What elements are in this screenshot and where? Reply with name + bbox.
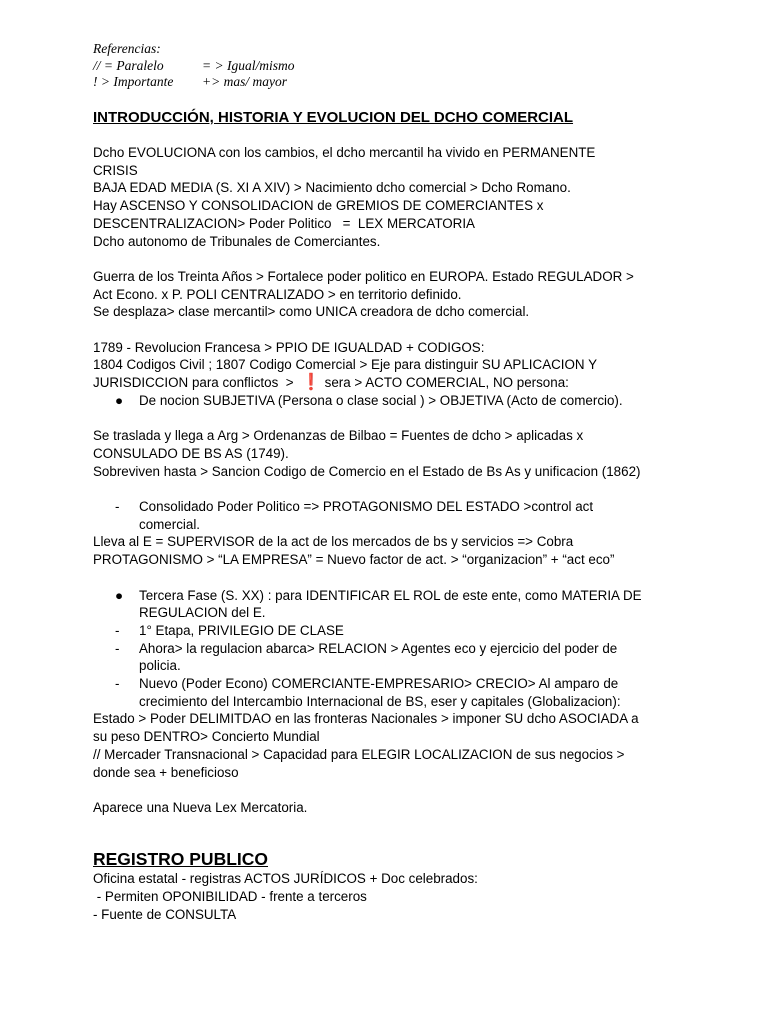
text-line: [93, 374, 683, 392]
text-line: Dcho autonomo de Tribunales de Comerciantes.: [93, 233, 381, 249]
paragraph-estado: [93, 498, 683, 569]
bullet-icon: ●: [115, 587, 124, 603]
bullet-item: [93, 587, 683, 622]
text-line: Act Econo. x P. POLI CENTRALIZADO > en territorio definido.: [93, 286, 462, 302]
text-line: Guerra de los Treinta Años > Fortalece poder politico en EUROPA. Estado REGULADOR >: [93, 268, 634, 284]
text-line: Tercera Fase (S. XX) : para IDENTIFICAR EL ROL de este ente, como MATERIA DE: [139, 587, 642, 603]
section-heading-introduccion: INTRODUCCIÓN, HISTORIA Y EVOLUCION DEL DCHO COMERCIAL: [93, 109, 574, 126]
text-line: Se traslada y llega a Arg > Ordenanzas de Bilbao = Fuentes de dcho > aplicadas x: [93, 428, 584, 444]
reference-row: [93, 58, 294, 75]
text-line: CONSULADO DE BS AS (1749).: [93, 445, 289, 461]
references-title: Referencias:: [93, 41, 161, 56]
text-line: Estado > Poder DELIMITDAO en las fronteras Nacionales > imponer SU dcho ASOCIADA a: [93, 711, 639, 727]
paragraph-globalizacion: [93, 710, 683, 781]
dash-marker: -: [115, 622, 120, 638]
dash-item: [93, 640, 683, 675]
text-line: 1789 - Revolucion Francesa > PPIO DE IGUALDAD + CODIGOS:: [93, 339, 485, 355]
dash-marker: -: [115, 676, 120, 692]
text-line: 1804 Codigos Civil ; 1807 Codigo Comercial > Eje para distinguir SU APLICACION Y: [93, 357, 598, 373]
text-line: Oficina estatal - registras ACTOS JURÍDICOS + Doc celebrados:: [93, 871, 478, 887]
section-heading-registro: REGISTRO PUBLICO: [93, 849, 269, 870]
dash-item: [93, 675, 683, 710]
text-line: 1° Etapa, PRIVILEGIO DE CLASE: [139, 622, 344, 638]
text-line: Hay ASCENSO Y CONSOLIDACION de GREMIOS DE COMERCIANTES x: [93, 198, 544, 214]
text-line: BAJA EDAD MEDIA (S. XI A XIV) > Nacimiento dcho comercial > Dcho Romano.: [93, 180, 571, 196]
bullet-item: [93, 392, 683, 410]
text-line: Lleva al E = SUPERVISOR de la act de los mercados de bs y servicios => Cobra: [93, 534, 574, 550]
text-line: - Fuente de CONSULTA: [93, 906, 237, 922]
reference-symbol: ! > Importante: [93, 74, 174, 89]
references-legend: [93, 41, 294, 91]
reference-symbol: // = Paralelo: [93, 57, 164, 73]
paragraph-registro: [93, 870, 683, 923]
dash-item: [93, 498, 683, 533]
text-line: Consolidado Poder Politico => PROTAGONISMO DEL ESTADO >control act: [139, 499, 594, 514]
exclamation-icon: ❗: [301, 374, 321, 392]
dash-marker: -: [115, 499, 120, 514]
paragraph-argentina: [93, 427, 683, 480]
bullet-icon: ●: [115, 392, 124, 408]
reference-meaning: +> mas/ mayor: [202, 74, 287, 89]
paragraph-revolucion: [93, 339, 683, 410]
list-fases: [93, 587, 683, 711]
text-line: Nuevo (Poder Econo) COMERCIANTE-EMPRESARIO> CRECIO> Al amparo de: [139, 676, 619, 692]
text-line: DESCENTRALIZACION> Poder Politico = LEX MERCATORIA: [93, 215, 475, 231]
text-line: PROTAGONISMO > “LA EMPRESA” = Nuevo factor de act. > “organizacion” + “act eco”: [93, 552, 615, 568]
text-line: Se desplaza> clase mercantil> como UNICA creadora de dcho comercial.: [93, 304, 530, 320]
paragraph-evolucion: [93, 144, 683, 250]
dash-marker: -: [115, 640, 120, 656]
text-line: - Permiten OPONIBILIDAD - frente a terceros: [93, 889, 367, 905]
reference-meaning: = > Igual/mismo: [202, 57, 295, 73]
text-line: donde sea + beneficioso: [93, 764, 239, 780]
dash-item: [93, 622, 683, 640]
text-line: Dcho EVOLUCIONA con los cambios, el dcho mercantil ha vivido en PERMANENTE: [93, 145, 596, 160]
text-line: su peso DENTRO> Concierto Mundial: [93, 729, 320, 745]
text-line: policia.: [139, 658, 181, 674]
text-line: REGULACION del E.: [139, 605, 266, 621]
text-segment: JURISDICCION para conflictos >: [93, 375, 301, 391]
text-line: // Mercader Transnacional > Capacidad para ELEGIR LOCALIZACION de sus negocios >: [93, 746, 625, 762]
text-segment: sera > ACTO COMERCIAL, NO persona:: [320, 375, 569, 391]
bullet-text: De nocion SUBJETIVA (Persona o clase social ) > OBJETIVA (Acto de comercio).: [139, 392, 623, 408]
text-line: Sobreviven hasta > Sancion Codigo de Comercio en el Estado de Bs As y unificacion (1862): [93, 463, 641, 479]
text-line: crecimiento del Intercambio Internacional de BS, eser y capitales (Globalizacion):: [139, 693, 621, 709]
reference-row: [93, 74, 294, 91]
text-line: comercial.: [139, 516, 201, 532]
text-line: Ahora> la regulacion abarca> RELACION > Agentes eco y ejercicio del poder de: [139, 640, 618, 656]
text-line: CRISIS: [93, 162, 138, 178]
paragraph-guerra: [93, 268, 683, 321]
paragraph-lex-mercatoria: Aparece una Nueva Lex Mercatoria.: [93, 799, 308, 815]
document-body: [93, 108, 683, 923]
